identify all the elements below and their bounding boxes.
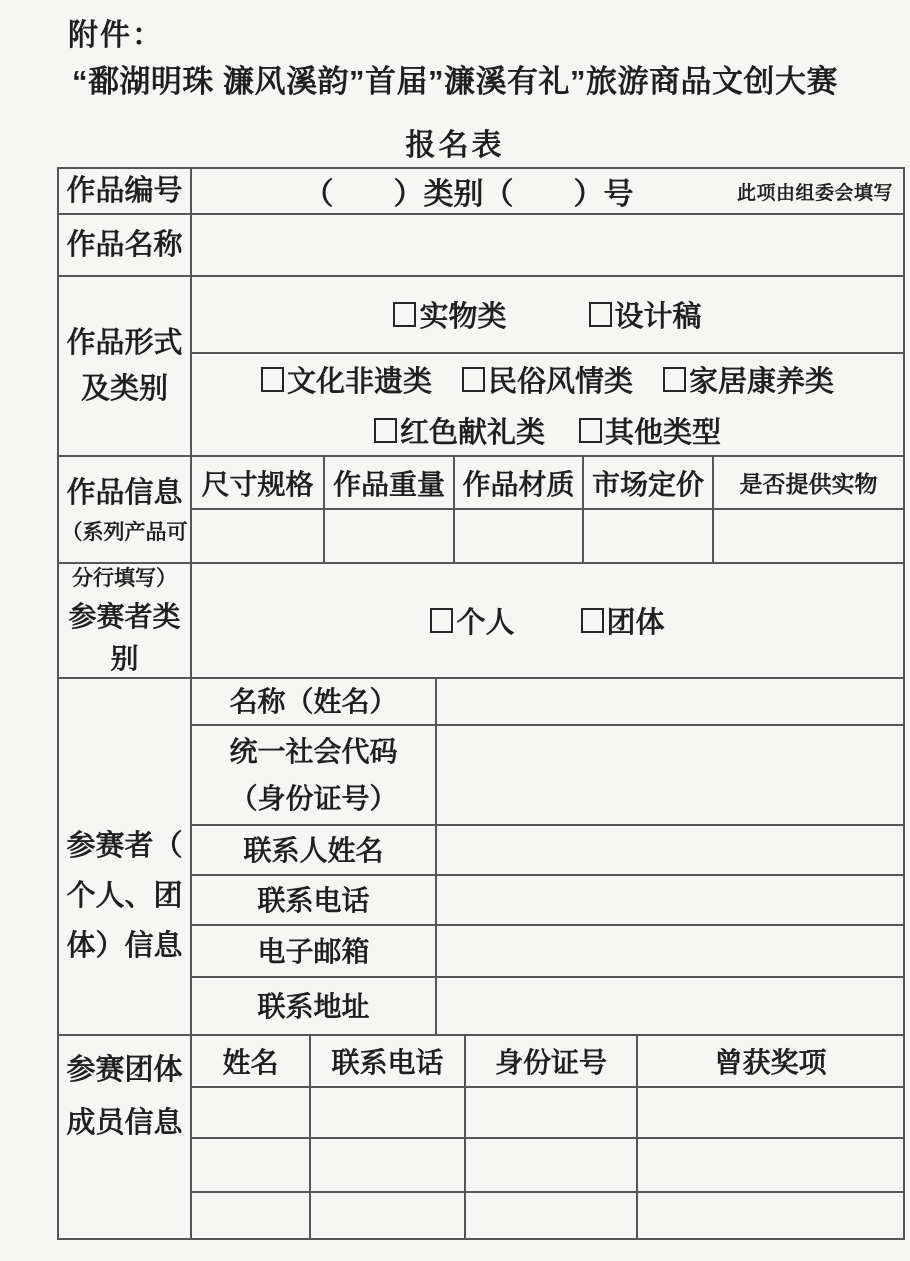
participant-info-cell	[192, 679, 903, 1034]
participant-type-label	[59, 564, 192, 677]
form-type-group1	[192, 277, 903, 354]
row-work-number	[59, 169, 903, 215]
checkbox-icon	[581, 608, 604, 633]
header-size: 尺寸规格	[192, 457, 325, 508]
option-label: 个人	[456, 607, 515, 639]
work-info-label-line1: 作品信息	[66, 476, 183, 509]
field-value-cell	[437, 926, 903, 976]
team-member-empty-row	[192, 1193, 903, 1238]
field-name: 联系人姓名	[192, 826, 437, 874]
field-name: 联系地址	[192, 978, 437, 1034]
team-members-grid	[192, 1036, 903, 1238]
team-members-label	[59, 1036, 192, 1238]
form-type-cell	[192, 277, 903, 455]
form-type-group23	[192, 354, 903, 455]
checkbox-icon	[374, 418, 397, 443]
field-row-email	[192, 926, 903, 978]
work-name-label: 作品名称	[59, 215, 192, 275]
value-size-cell	[192, 510, 325, 562]
member-name-cell	[192, 1139, 311, 1191]
member-phone-cell	[311, 1139, 466, 1191]
member-name-cell	[192, 1088, 311, 1137]
option-label: 红色献礼类	[399, 416, 545, 449]
registration-form-table	[57, 167, 905, 1240]
field-row-contact-name	[192, 826, 903, 876]
option-label: 实物类	[419, 301, 507, 333]
header-member-id: 身份证号	[466, 1036, 638, 1086]
member-name-cell	[192, 1193, 311, 1238]
option-label: 其他类型	[605, 416, 722, 449]
option-geren	[430, 600, 514, 641]
field-value-cell	[437, 876, 903, 924]
row-participant-type	[59, 564, 903, 679]
work-info-cell	[192, 457, 903, 562]
form-type-label-line1: 作品形式	[66, 327, 183, 359]
checkbox-icon	[663, 367, 686, 392]
participant-info-label	[59, 679, 192, 1034]
checkbox-icon	[261, 367, 284, 392]
row-form-type	[59, 277, 903, 457]
checkbox-icon	[579, 418, 602, 443]
participant-info-label-line2: 个人、团	[66, 880, 183, 912]
field-value-cell	[437, 978, 903, 1034]
value-weight-cell	[325, 510, 455, 562]
value-provide-sample-cell	[714, 510, 903, 562]
option-qitaleixing	[579, 410, 721, 451]
checkbox-icon	[430, 608, 453, 633]
member-phone-cell	[311, 1088, 466, 1137]
participant-type-cell	[192, 564, 903, 677]
work-number-cell	[192, 169, 903, 213]
header-member-phone: 联系电话	[311, 1036, 466, 1086]
form-type-label-line2: 及类别	[80, 373, 168, 405]
option-wenhuafeiyi	[261, 359, 432, 400]
work-info-label-line2: （系列产品可	[61, 520, 188, 544]
value-price-cell	[584, 510, 714, 562]
header-member-name: 姓名	[192, 1036, 311, 1086]
option-label: 设计稿	[614, 301, 702, 333]
header-weight: 作品重量	[325, 457, 455, 508]
form-type-group2	[261, 359, 834, 400]
value-material-cell	[455, 510, 584, 562]
option-tuanti	[581, 600, 665, 641]
row-work-name	[59, 215, 903, 277]
member-phone-cell	[311, 1193, 466, 1238]
work-number-label: 作品编号	[59, 169, 192, 213]
work-number-note: 此项由组委会填写	[736, 182, 893, 204]
team-members-label-line1: 参赛团体	[66, 1054, 183, 1086]
member-id-cell	[466, 1088, 638, 1137]
form-type-label	[59, 277, 192, 455]
attachment-label: 附件：	[68, 19, 164, 52]
participant-info-label-line3: 体）信息	[66, 930, 183, 962]
option-label: 团体	[606, 607, 665, 639]
work-info-label	[59, 457, 192, 562]
team-member-empty-row	[192, 1088, 903, 1139]
member-awards-cell	[638, 1088, 903, 1137]
row-team-members	[59, 1036, 903, 1238]
header-material: 作品材质	[455, 457, 584, 508]
team-member-empty-row	[192, 1139, 903, 1193]
header-provide-sample: 是否提供实物	[739, 471, 878, 497]
option-label: 民俗风情类	[487, 365, 633, 398]
row-participant-info	[59, 679, 903, 1036]
field-row-address	[192, 978, 903, 1034]
field-name: 名称（姓名）	[192, 679, 437, 724]
form-type-group3	[374, 410, 721, 451]
field-name: 电子邮箱	[192, 926, 437, 976]
field-row-name	[192, 679, 903, 726]
participant-type-label-line1: 分行填写）	[72, 566, 177, 590]
header-price: 市场定价	[584, 457, 714, 508]
field-name: 联系电话	[192, 876, 437, 924]
team-members-header-row	[192, 1036, 903, 1088]
option-shejigao	[589, 294, 702, 335]
member-awards-cell	[638, 1193, 903, 1238]
work-info-header-row	[192, 457, 903, 510]
field-name	[192, 726, 437, 824]
work-info-value-row	[192, 510, 903, 562]
field-name-line1: 统一社会代码	[229, 736, 398, 767]
participant-type-label-line2: 参赛者类别	[68, 600, 181, 674]
document-title: “鄱湖明珠 濂风溪韵”首届”濂溪有礼”旅游商品文创大赛	[71, 64, 839, 99]
work-number-value: （ ）类别（ ）号	[303, 178, 634, 211]
header-member-awards: 曾获奖项	[714, 1047, 827, 1078]
document-subtitle: 报名表	[405, 129, 505, 162]
field-value-cell	[437, 826, 903, 874]
option-hongsexianli	[374, 410, 545, 451]
option-jiajukangyang	[663, 359, 834, 400]
checkbox-icon	[393, 302, 416, 327]
field-row-credit-code	[192, 726, 903, 826]
team-members-label-line2: 成员信息	[66, 1107, 183, 1139]
option-minsufengqing	[462, 359, 633, 400]
checkbox-icon	[589, 302, 612, 327]
member-id-cell	[466, 1139, 638, 1191]
checkbox-icon	[462, 367, 485, 392]
field-name-line2: （身份证号）	[229, 783, 398, 814]
field-row-contact-phone	[192, 876, 903, 926]
field-value-cell	[437, 726, 903, 824]
option-shiwulei	[393, 294, 506, 335]
work-name-input-cell	[192, 215, 903, 275]
participant-info-label-line1: 参赛者（	[66, 830, 183, 862]
option-label: 文化非遗类	[286, 365, 432, 398]
member-id-cell	[466, 1193, 638, 1238]
row-work-info	[59, 457, 903, 564]
option-label: 家居康养类	[689, 365, 835, 398]
field-value-cell	[437, 679, 903, 724]
member-awards-cell	[638, 1139, 903, 1191]
